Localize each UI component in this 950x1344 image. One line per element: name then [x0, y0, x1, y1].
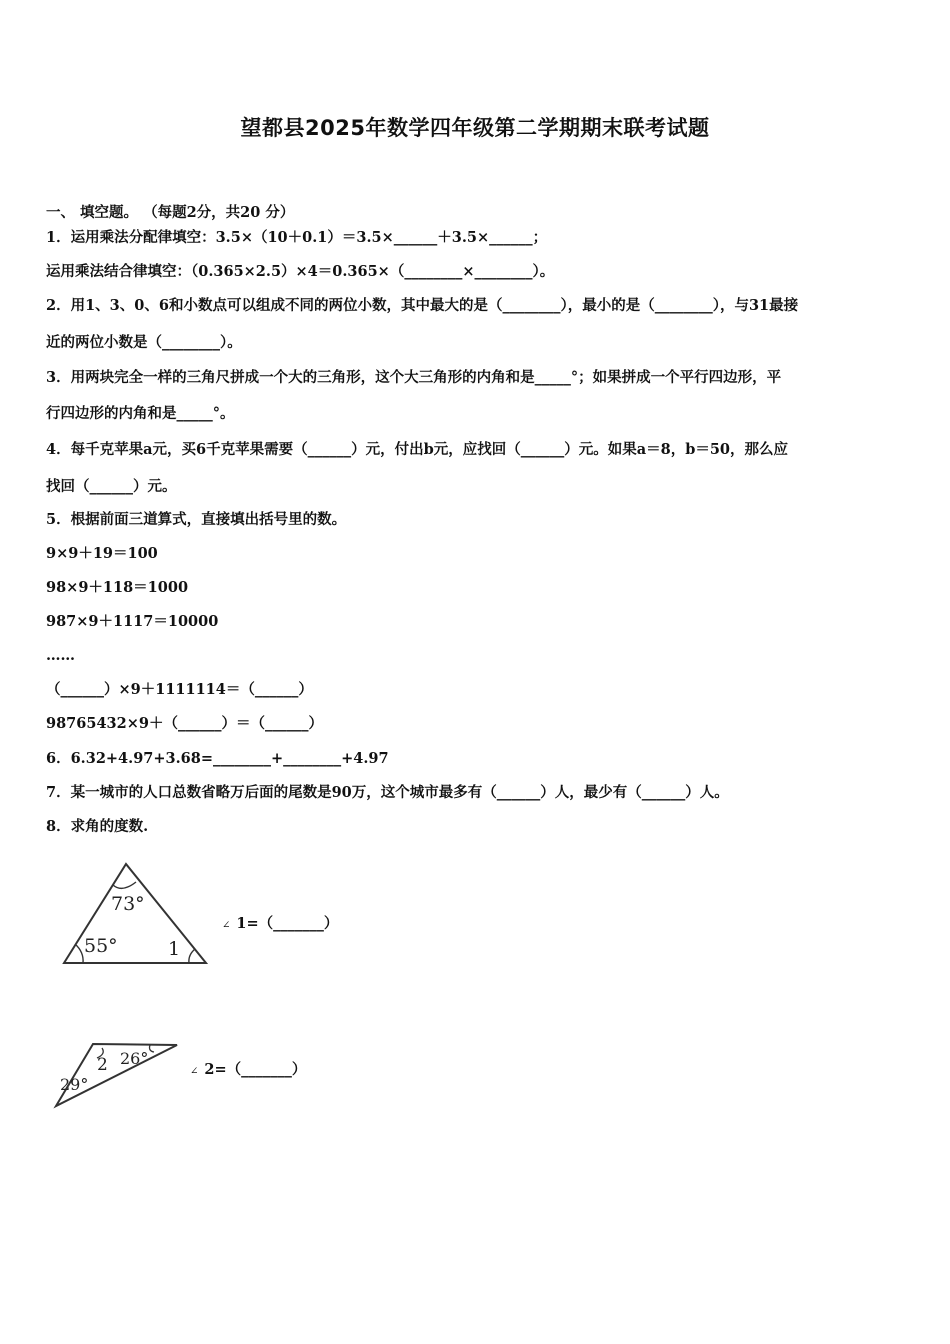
question-4-line-1: 4．每千克苹果a元，买6千克苹果需要（______）元，付出b元，应找回（______）元。如果a＝8，b＝50，那么应	[46, 441, 789, 458]
question-5-ellipsis: ……	[46, 647, 75, 664]
angle-73-label: 73°	[111, 893, 145, 915]
question-6: 6．6.32+4.97+3.68=________+________+4.97	[46, 750, 389, 767]
triangle-figure-2	[50, 1038, 185, 1113]
section-heading: 一、 填空题。 （每题2分，共20 分）	[46, 204, 295, 221]
answer-angle-1-text: 1=（_______）	[236, 915, 339, 932]
question-3-line-1: 3．用两块完全一样的三角尺拼成一个大的三角形，这个大三角形的内角和是_____°；如果拼成一个平行四边形，平	[46, 369, 782, 386]
triangle-figure-1	[50, 858, 220, 973]
question-1-line-2: 运用乘法结合律填空：（0.365×2.5）×4＝0.365×（________×________）。	[46, 263, 555, 280]
question-8: 8．求角的度数.	[46, 818, 149, 835]
question-3-line-2: 行四边形的内角和是_____°。	[46, 405, 235, 422]
angle-symbol: ∠	[190, 1066, 199, 1077]
question-4-line-2: 找回（______）元。	[46, 478, 177, 495]
angle-26-label: 26°	[120, 1049, 149, 1068]
question-2-line-2: 近的两位小数是（________）。	[46, 334, 242, 351]
angle-2-label: 2	[97, 1055, 108, 1075]
angle-1-label: 1	[168, 938, 181, 960]
question-5-blank-1: （______）×9＋1111114＝（______）	[46, 681, 313, 698]
question-5-equation-1: 9×9＋19＝100	[46, 545, 158, 562]
question-5-blank-2: 98765432×9＋（______）＝（______）	[46, 715, 323, 732]
question-2-line-1: 2．用1、3、0、6和小数点可以组成不同的两位小数，其中最大的是（________），最小的是（________），与31最接	[46, 297, 799, 314]
angle-symbol: ∠	[222, 920, 231, 931]
answer-angle-2	[190, 1058, 306, 1079]
question-5-prompt: 5．根据前面三道算式，直接填出括号里的数。	[46, 511, 347, 528]
angle-55-label: 55°	[84, 935, 118, 957]
angle-29-label: 29°	[60, 1075, 89, 1094]
question-1-line-1: 1．运用乘法分配律填空：3.5×（10＋0.1）＝3.5×______＋3.5×______；	[46, 229, 548, 246]
answer-angle-2-text: 2=（_______）	[204, 1061, 307, 1078]
answer-angle-1	[222, 912, 338, 933]
question-5-equation-3: 987×9＋1117＝10000	[46, 613, 219, 630]
question-7: 7．某一城市的人口总数省略万后面的尾数是90万，这个城市最多有（______）人，最少有（______）人。	[46, 784, 729, 801]
page-title: 望都县2025年数学四年级第二学期期末联考试题	[240, 116, 710, 140]
question-5-equation-2: 98×9＋118＝1000	[46, 579, 189, 596]
